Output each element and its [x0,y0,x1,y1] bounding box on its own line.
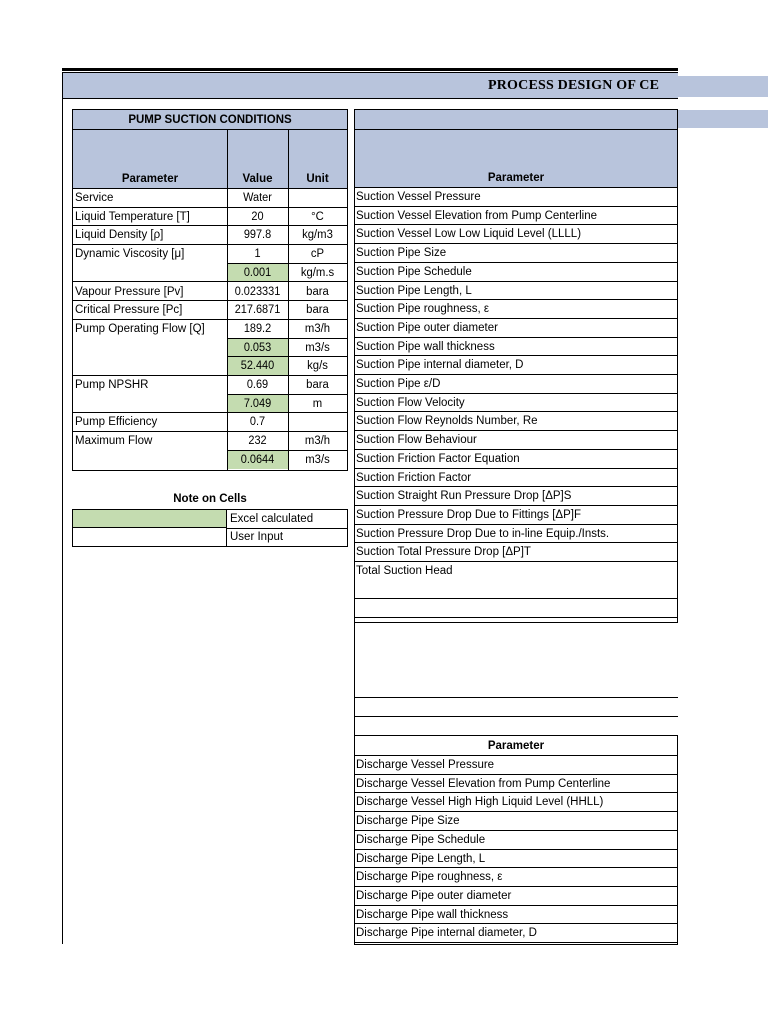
suction-condition-param: Vapour Pressure [Pv] [75,285,184,298]
suction-condition-value: 232 [248,435,267,448]
discharge-parameter-label: Discharge Vessel Elevation from Pump Centerline [356,777,611,790]
discharge-parameter-label: Discharge Pipe Size [356,815,460,828]
suction-parameter-label: Suction Friction Factor Equation [356,452,520,465]
discharge-parameter-header: Parameter [487,740,545,752]
top-rule [62,68,678,71]
suction-condition-unit: °C [311,210,324,223]
suction-conditions-title: PUMP SUCTION CONDITIONS [128,114,292,126]
suction-parameter-label: Suction Pipe roughness, ε [356,303,489,316]
suction-conditions-title-cell [73,110,347,130]
col-header-value: Value [242,173,273,185]
suction-condition-value: 20 [251,210,264,223]
suction-parameter-header: Parameter [487,172,545,184]
suction-parameter-label: Suction Pipe Size [356,247,447,260]
suction-condition-param: Liquid Temperature [T] [75,210,190,223]
suction-condition-value: 1 [254,248,261,261]
excel-calculated-swatch [73,510,227,528]
suction-condition-unit-cell [288,413,347,432]
row-divider [355,617,677,618]
suction-condition-param: Service [75,192,114,204]
col-divider [288,130,289,470]
suction-parameter-label: Suction Pipe Schedule [356,265,472,278]
suction-parameter-label: Suction Pipe Length, L [356,284,472,297]
suction-condition-value: 0.023331 [234,285,281,298]
suction-condition-param: Maximum Flow [75,435,153,448]
suction-condition-unit: kg/m.s [300,266,335,279]
suction-condition-value: 0.001 [243,266,272,279]
suction-parameter-label: Suction Pipe ε/D [356,378,441,390]
suction-condition-param: Liquid Density [ρ] [75,229,164,242]
page-left-border [62,72,63,944]
user-input-swatch [73,528,227,546]
suction-conditions-header-row [73,130,347,189]
col-header-unit: Unit [306,173,329,185]
suction-condition-unit: m [312,397,323,410]
discharge-parameter-label: Discharge Pipe internal diameter, D [356,927,537,940]
suction-parameter-label: Total Suction Head [356,565,453,577]
suction-parameter-label: Suction Pipe internal diameter, D [356,359,524,372]
suction-condition-param: Pump Efficiency [75,416,158,429]
suction-parameter-label: Suction Vessel Low Low Liquid Level (LLLL) [356,228,582,241]
page-title: PROCESS DESIGN OF CE [488,78,660,93]
suction-condition-unit: kg/m3 [302,229,333,242]
suction-condition-unit: m3/h [304,322,331,335]
suction-condition-param-cell [73,395,227,414]
suction-condition-value: 189.2 [243,322,272,335]
suction-parameter-label: Suction Straight Run Pressure Drop [ΔP]S [356,490,572,503]
discharge-parameter-label: Discharge Pipe outer diameter [356,889,512,902]
suction-condition-value: Water [243,192,272,204]
suction-parameter-label: Suction Flow Reynolds Number, Re [356,415,538,428]
discharge-parameter-label: Discharge Pipe Schedule [356,833,486,846]
suction-condition-unit: bara [306,285,329,298]
suction-parameters-table [354,130,678,623]
suction-parameter-label: Suction Pipe outer diameter [356,321,498,334]
note-on-cells-table [72,509,348,547]
suction-condition-param-cell [73,357,227,376]
suction-condition-value: 0.7 [249,416,266,429]
discharge-parameter-header-cell [355,736,677,756]
suction-condition-unit: cP [310,248,325,261]
suction-parameter-label: Suction Pressure Drop Due to Fittings [ΔP]F [356,508,581,521]
suction-condition-param-cell [73,264,227,283]
excel-calculated-label: Excel calculated [230,513,314,525]
suction-condition-value: 0.0644 [240,453,275,466]
pump-suction-conditions-table [72,109,348,471]
suction-parameter-label: Suction Friction Factor [356,471,472,484]
right-section-header [354,109,678,130]
suction-condition-value: 217.6871 [234,304,281,317]
suction-parameter-label: Suction Vessel Elevation from Pump Centerline [356,209,597,222]
suction-condition-unit: kg/s [307,360,328,373]
suction-condition-unit: m3/s [305,453,330,466]
row-divider [355,598,677,599]
spacer-row-line [354,716,678,717]
suction-condition-unit: bara [306,379,329,391]
suction-parameter-label: Suction Pipe wall thickness [356,340,495,353]
title-band-extension [678,76,768,97]
suction-condition-value: 0.69 [246,379,269,391]
spacer-block [354,623,355,735]
discharge-parameter-label: Discharge Vessel Pressure [356,759,495,771]
suction-condition-param: Pump NPSHR [75,379,149,391]
col-header-parameter: Parameter [121,173,179,185]
suction-parameter-label: Suction Flow Behaviour [356,434,477,447]
suction-condition-param-cell [73,451,227,470]
suction-condition-value: 7.049 [243,397,272,410]
suction-condition-value: 0.053 [243,341,272,354]
suction-condition-unit: m3/s [305,341,330,354]
subheader-band-extension [678,110,768,128]
suction-condition-unit: bara [306,304,329,317]
discharge-parameters-table [354,735,678,945]
suction-condition-param-cell [73,339,227,358]
suction-parameter-label: Suction Total Pressure Drop [ΔP]T [356,546,531,559]
suction-parameter-label: Suction Flow Velocity [356,396,465,409]
user-input-label: User Input [230,531,284,543]
suction-condition-value: 997.8 [243,229,272,242]
suction-condition-unit: m3/h [304,435,331,448]
discharge-parameter-label: Discharge Pipe Length, L [356,852,486,865]
col-divider [227,130,228,470]
note-on-cells-title: Note on Cells [173,493,247,505]
discharge-parameter-label: Discharge Vessel High High Liquid Level (HHLL) [356,796,604,809]
discharge-parameter-label: Discharge Pipe wall thickness [356,908,509,921]
suction-condition-param: Dynamic Viscosity [μ] [75,248,185,261]
suction-parameter-label: Suction Pressure Drop Due to in-line Equip./Insts. [356,527,610,540]
suction-parameter-header-cell [355,130,677,188]
suction-parameter-label: Suction Vessel Pressure [356,191,481,203]
suction-condition-param: Critical Pressure [Pc] [75,304,183,317]
spacer-row-line [354,697,678,698]
suction-condition-unit-cell [288,189,347,208]
suction-condition-value: 52.440 [240,360,275,373]
suction-condition-param: Pump Operating Flow [Q] [75,322,205,335]
discharge-parameter-label: Discharge Pipe roughness, ε [356,871,503,884]
